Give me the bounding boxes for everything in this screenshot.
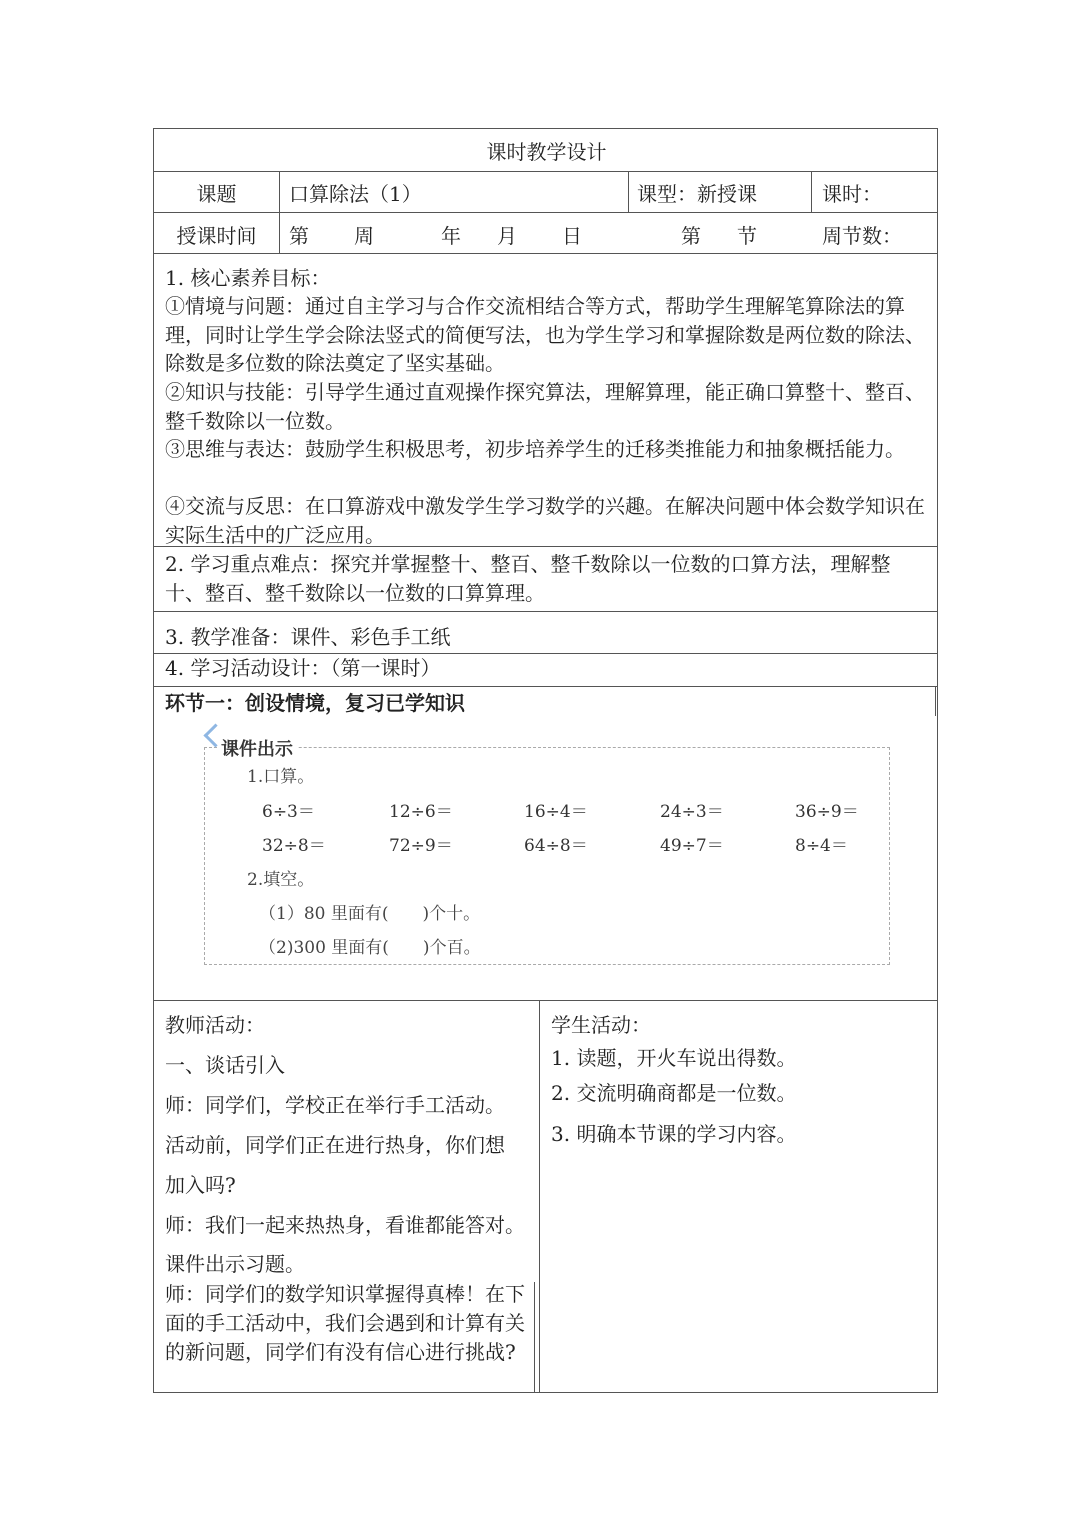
student-line: 2. 交流明确商都是一位数。: [551, 1081, 797, 1105]
lesson-type: 课型：新授课: [637, 182, 757, 206]
goal-thinking: ③思维与表达：鼓励学生积极思考，初步培养学生的迁移类推能力和抽象概括能力。: [165, 437, 905, 461]
rule: [154, 611, 937, 612]
courseware-tag: [217, 735, 297, 761]
rule: [935, 686, 936, 716]
activity-design: 4. 学习活动设计：（第一课时）: [165, 656, 441, 680]
year-unit: 年: [441, 224, 461, 248]
goals-heading: 1. 核心素养目标：: [165, 266, 331, 290]
student-heading: 学生活动：: [551, 1013, 651, 1037]
goal-knowledge: ②知识与技能：引导学生通过直观操作探究算法，理解算理，能正确口算整十、整百、整千数除以一位数。: [165, 380, 925, 433]
calc-item: 8÷4＝: [795, 836, 848, 856]
rule: [154, 253, 937, 254]
courseware-tag-label: 课件出示: [221, 739, 293, 760]
section-prefix: 第: [681, 224, 701, 248]
rule: [154, 686, 937, 687]
teacher-line: 师：同学们，学校正在举行手工活动。: [165, 1093, 505, 1117]
q2-title: 2.填空。: [247, 870, 315, 890]
teacher-closing: 师：同学们的数学知识掌握得真棒！在下面的手工活动中，我们会遇到和计算有关的新问题，同学们有没有信心进行挑战?: [165, 1282, 525, 1364]
month-unit: 月: [497, 224, 517, 248]
rule: [628, 171, 629, 212]
stage-one-heading: 环节一：创设情境，复习已学知识: [165, 691, 465, 715]
rule: [154, 1000, 937, 1001]
teacher-line: 一、谈话引入: [165, 1053, 285, 1077]
lesson-period: 课时：: [822, 182, 882, 206]
week-prefix: 第: [289, 224, 309, 248]
time-label: 授课时间: [176, 224, 257, 248]
calc-item: 32÷8＝: [262, 836, 326, 856]
fill-item: （2)300 里面有( )个百。: [259, 938, 481, 958]
calc-item: 24÷3＝: [660, 802, 724, 822]
q1-title: 1.口算。: [247, 767, 315, 787]
rule: [811, 171, 812, 212]
topic-value: 口算除法（1）: [289, 182, 422, 206]
goal-situation: ①情境与问题：通过自主学习与合作交流相结合等方式，帮助学生理解笔算除法的算理，同时让学生学会除法竖式的简便写法，也为学生学习和掌握除数是两位数的除法、除数是多位数的除法奠定了坚实基础。: [165, 294, 925, 375]
rule: [539, 1000, 540, 1393]
calc-item: 16÷4＝: [524, 802, 588, 822]
calc-item: 12÷6＝: [389, 802, 453, 822]
document-title: 课时教学设计: [486, 140, 607, 164]
calc-item: 6÷3＝: [262, 802, 315, 822]
student-line: 1. 读题，开火车说出得数。: [551, 1046, 797, 1070]
teacher-line: 课件出示习题。: [165, 1252, 305, 1276]
topic-label: 课题: [196, 182, 237, 206]
courseware-exercise-box: [204, 739, 890, 965]
rule: [154, 171, 937, 172]
key-points: 2. 学习重点难点：探究并掌握整十、整百、整千数除以一位数的口算方法，理解整十、整百、整千数除以一位数的口算算理。: [165, 552, 891, 605]
teacher-heading: 教师活动：: [165, 1013, 265, 1037]
teacher-line: 师：我们一起来热热身，看谁都能答对。: [165, 1213, 525, 1237]
calc-item: 72÷9＝: [389, 836, 453, 856]
calc-item: 49÷7＝: [660, 836, 724, 856]
calc-item: 36÷9＝: [795, 802, 859, 822]
week-unit: 周: [354, 224, 374, 248]
section-unit: 节: [737, 224, 757, 248]
teacher-line: 活动前，同学们正在进行热身，你们想: [165, 1133, 505, 1157]
fill-item: （1）80 里面有( )个十。: [259, 904, 481, 924]
goal-reflection: ④交流与反思：在口算游戏中激发学生学习数学的兴趣。在解决问题中体会数学知识在实际生活中的广泛应用。: [165, 494, 925, 547]
day-unit: 日: [562, 224, 582, 248]
student-line: 3. 明确本节课的学习内容。: [551, 1122, 797, 1146]
teaching-prep: 3. 教学准备：课件、彩色手工纸: [165, 625, 451, 649]
rule: [534, 1282, 535, 1393]
weekly-count: 周节数：: [822, 224, 902, 248]
rule: [154, 212, 937, 213]
calc-item: 64÷8＝: [524, 836, 588, 856]
lesson-plan-table: [153, 128, 938, 1393]
rule: [279, 171, 280, 253]
teacher-line: 加入吗?: [165, 1173, 236, 1197]
